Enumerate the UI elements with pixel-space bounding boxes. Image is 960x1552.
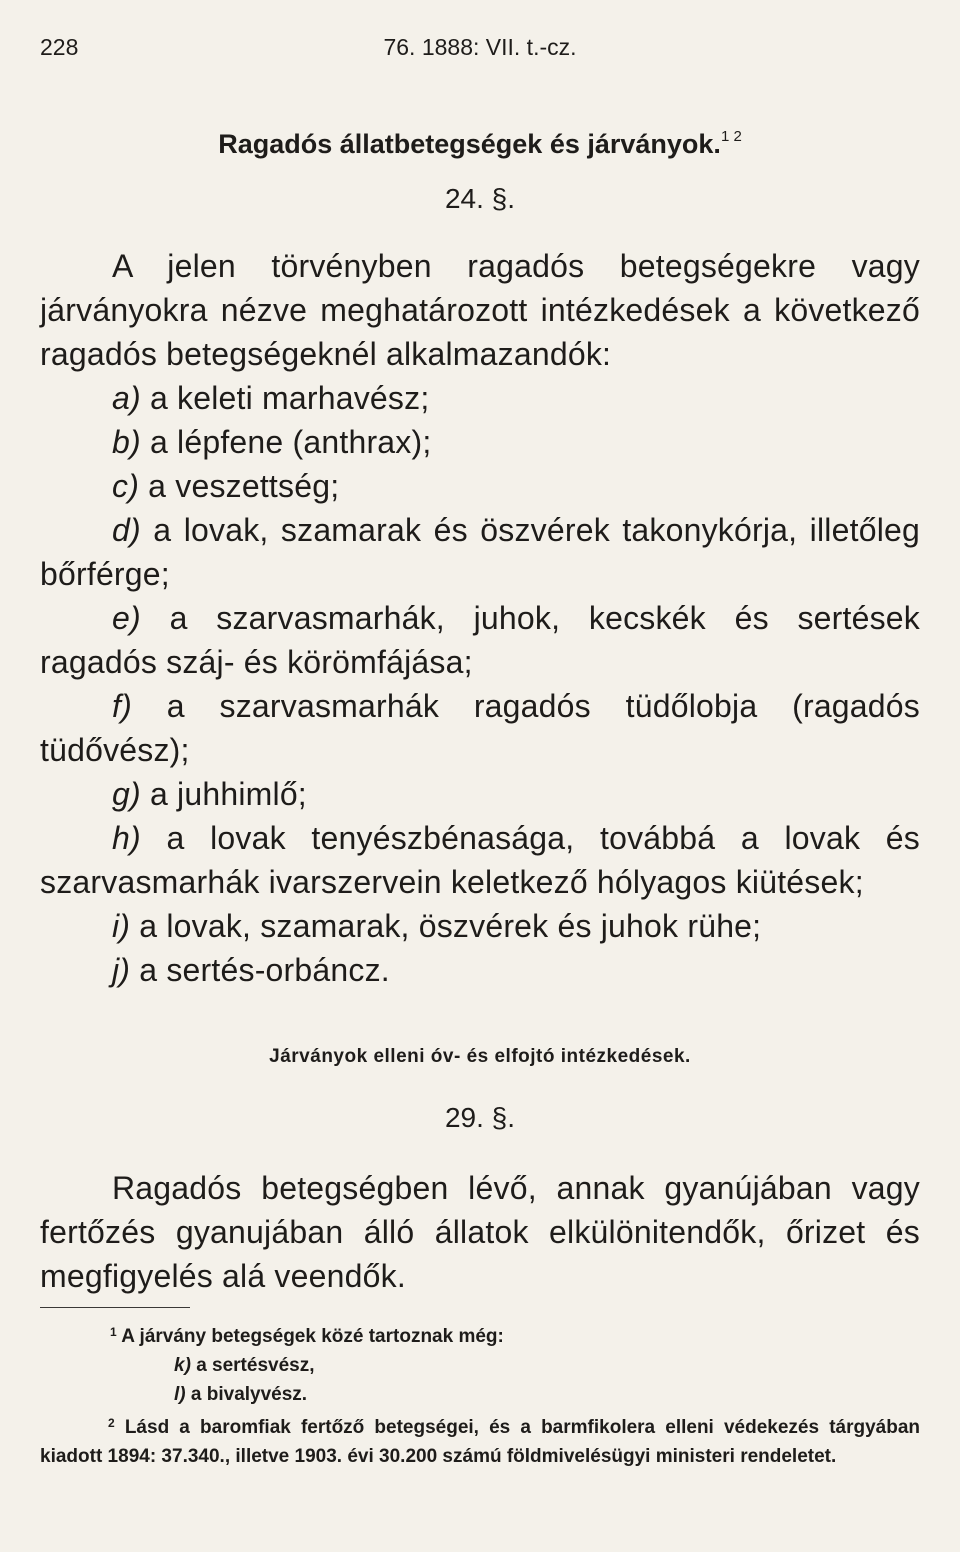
list-item: f) a szarvasmarhák ragadós tüdőlobja (ragadós tüdővész); — [40, 688, 920, 768]
footnote-divider — [40, 1307, 190, 1308]
paragraph-29-body — [40, 1166, 920, 1298]
paragraph-29-text: Ragadós betegségben lévő, annak gyanújában vagy fertőzés gyanujában álló állatok elkülönitendők, őrizet és megfigyelés alá veendők. — [40, 1170, 920, 1294]
page-number: 228 — [40, 34, 79, 60]
list-item: g) a juhhimlő; — [112, 776, 307, 812]
list-item: c) a veszettség; — [112, 468, 340, 504]
paragraph-number-24: 24. §. — [444, 183, 516, 214]
footnote-2: $^2$ Lásd a baromfiak fertőző betegségei, és a barmfikolera elleni védekezés tárgyában kiadott 1894: 37.340., illetve 1903. évi 30.200 számú földmivelésügyi ministeri rendeletet. — [40, 1416, 920, 1467]
list-item: e) a szarvasmarhák, juhok, kecskék és sertések ragadós száj- és körömfájása; — [40, 600, 920, 680]
subsection-title: Járványok elleni óv- és elfojtó intézkedések. — [269, 1046, 691, 1067]
footnote-refs: 1 2 — [720, 128, 742, 145]
page-header — [40, 34, 920, 68]
section-title — [0, 128, 960, 160]
section-title-text: Ragadós állatbetegségek és járványok. — [218, 129, 721, 159]
list-item: a) a keleti marhavész; — [112, 380, 430, 416]
list-item: j) a sertés-orbáncz. — [112, 952, 390, 988]
list-item: b) a lépfene (anthrax); — [112, 424, 432, 460]
list-item: d) a lovak, szamarak és öszvérek takonykórja, illetőleg bőrférge; — [40, 512, 920, 592]
footnote-1: $^1$ A járvány betegségek közé tartoznak még: — [110, 1325, 504, 1347]
paragraph-24-intro: A jelen törvényben ragadós betegségekre vagy járványokra nézve meghatározott intézkedések a következő ragadós betegségeknél alkalmazandók: — [40, 248, 920, 372]
footnotes — [40, 1318, 920, 1471]
paragraph-number-29: 29. §. — [444, 1102, 516, 1133]
footnote-item: l) a bivalyvész. — [174, 1384, 308, 1405]
running-title: 76. 1888: VII. t.-cz. — [383, 34, 577, 60]
footnote-item: k) a sertésvész, — [174, 1355, 315, 1376]
list-item: h) a lovak tenyészbénasága, továbbá a lovak és szarvasmarhák ivarszervein keletkező hólyagos kiütések; — [40, 820, 920, 900]
list-item: i) a lovak, szamarak, öszvérek és juhok rühe; — [112, 908, 762, 944]
paragraph-24-body — [40, 244, 920, 992]
